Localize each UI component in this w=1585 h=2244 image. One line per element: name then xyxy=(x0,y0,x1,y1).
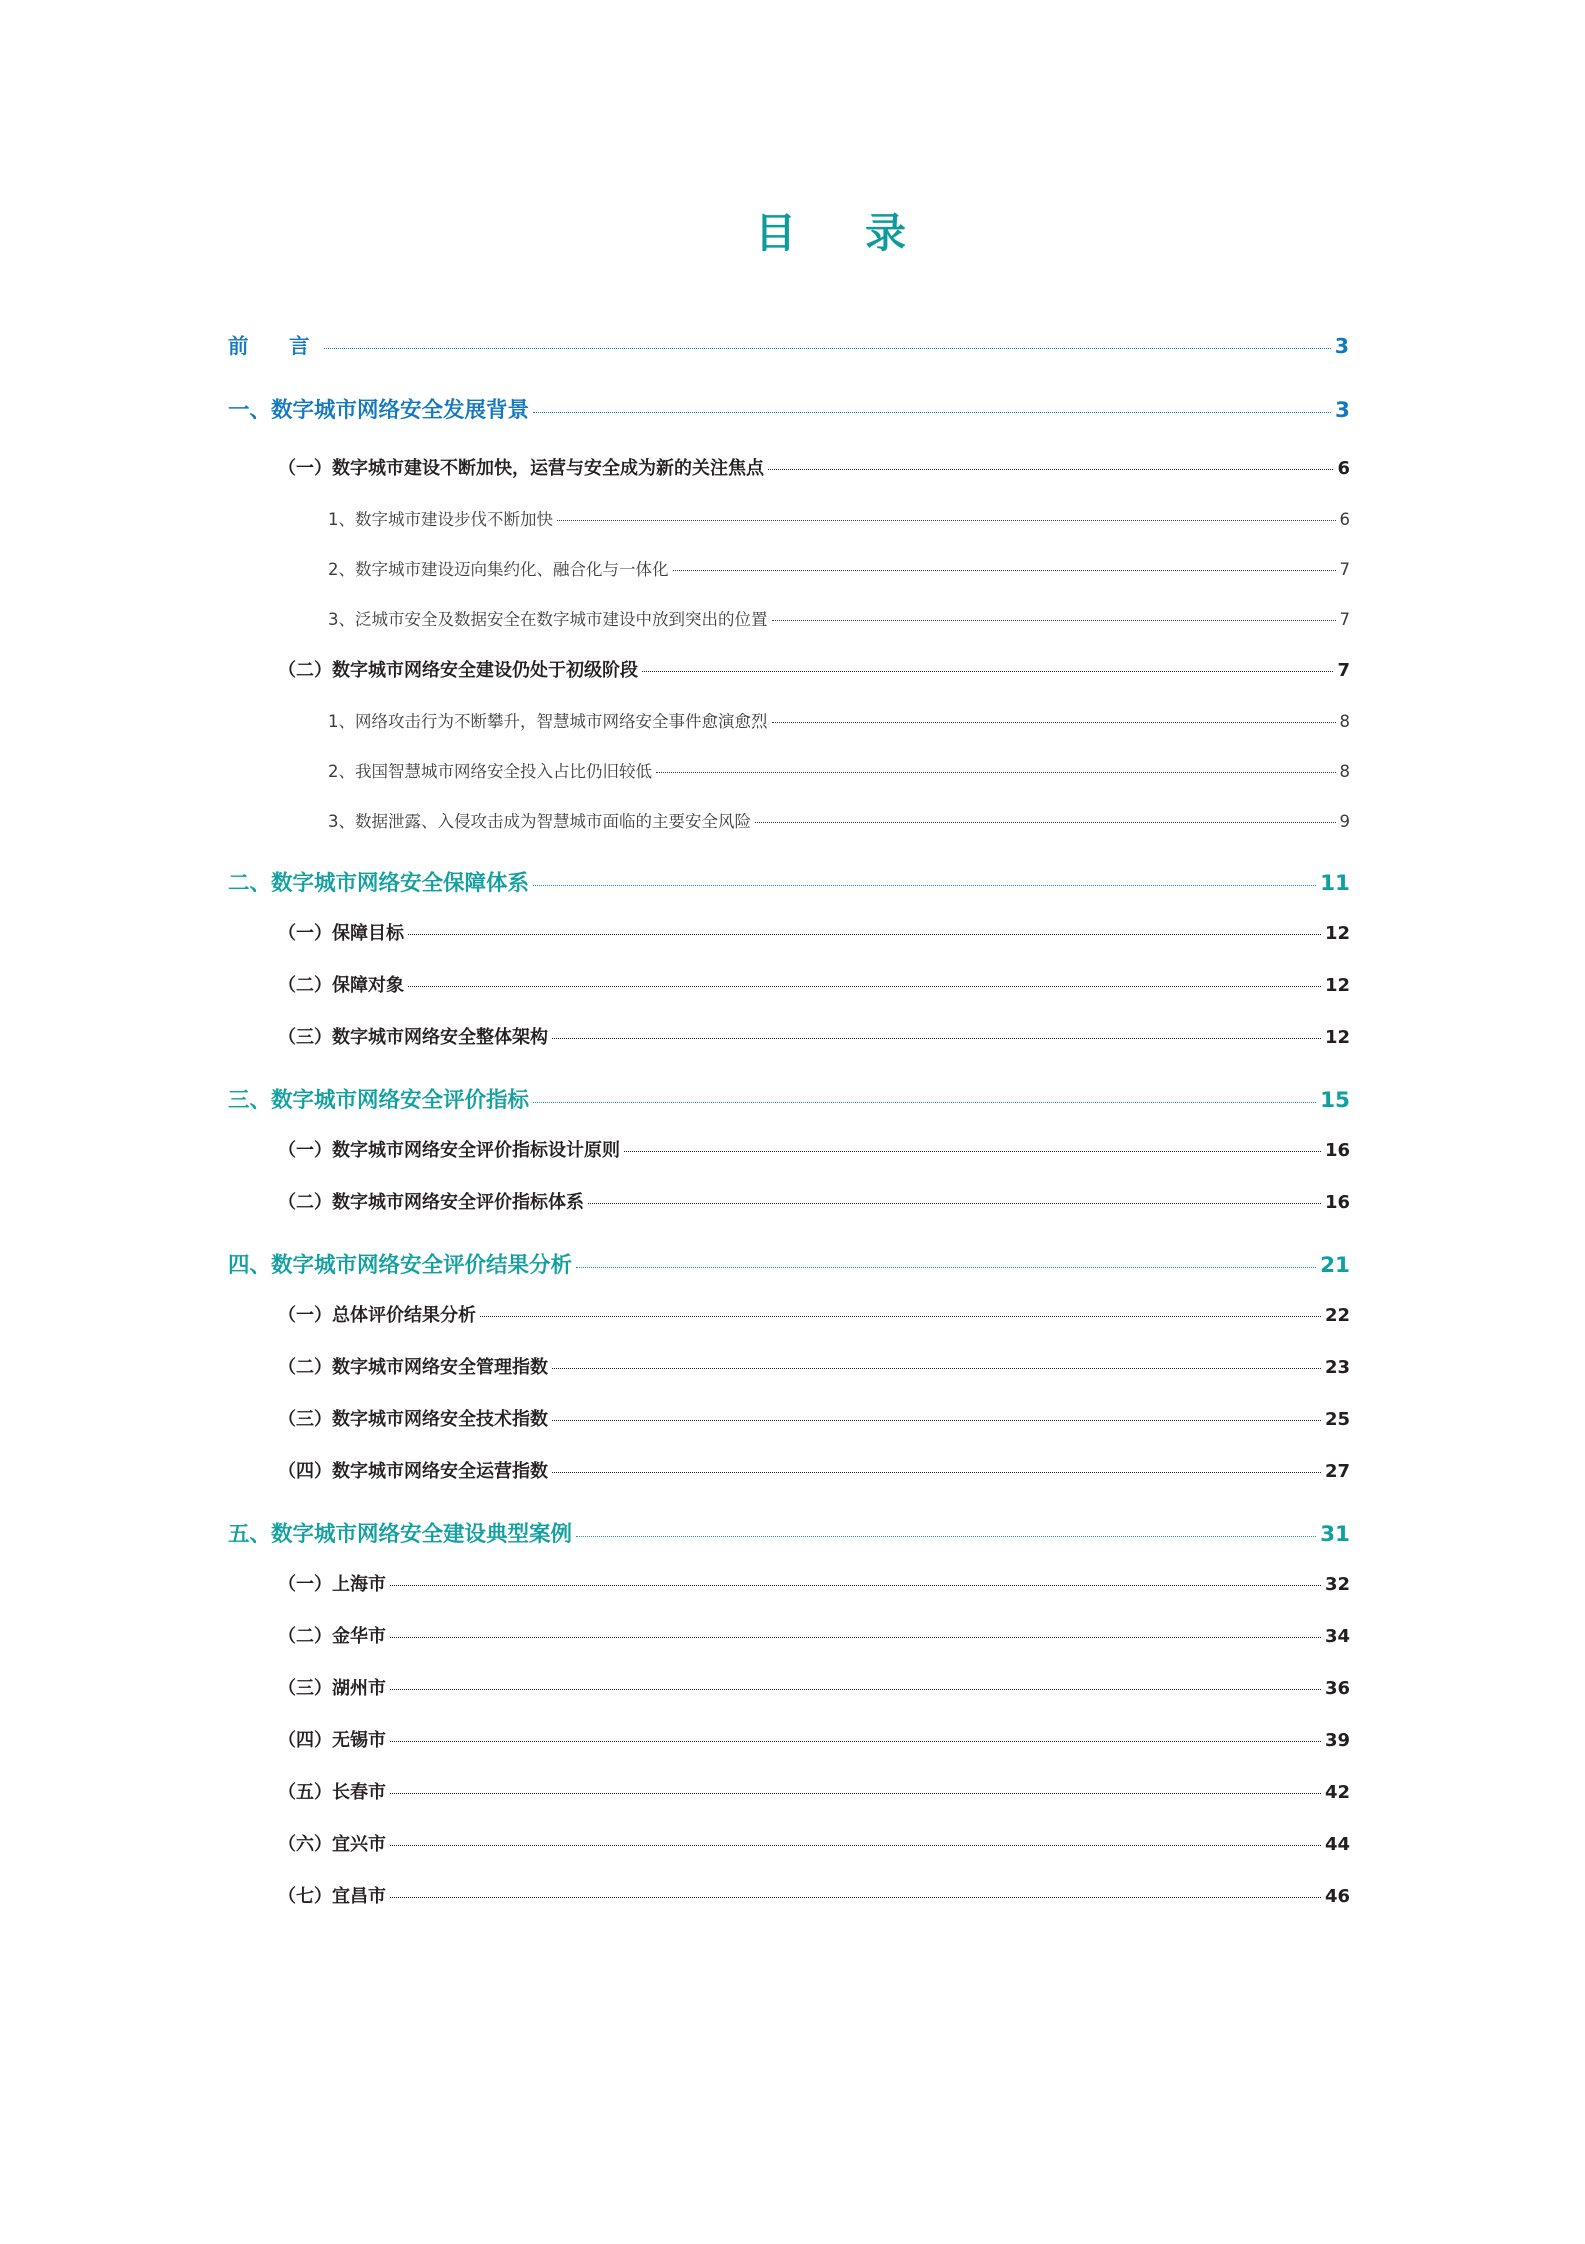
toc-entry[interactable] xyxy=(228,1726,1350,1752)
toc-entry-label: 2、数字城市建设迈向集约化、融合化与一体化 xyxy=(328,560,669,579)
toc-entry[interactable] xyxy=(228,656,1350,682)
toc-entry[interactable] xyxy=(228,1778,1350,1804)
toc-leader-dots xyxy=(390,1637,1321,1638)
toc-entry-page-number: 3 xyxy=(1334,334,1350,358)
toc-entry-page-number: 9 xyxy=(1339,812,1350,831)
toc-entry-page-number: 7 xyxy=(1337,660,1350,681)
toc-entry-page-number: 25 xyxy=(1324,1409,1350,1430)
toc-entry-page-number: 21 xyxy=(1320,1253,1350,1278)
toc-entry-page-number: 16 xyxy=(1324,1140,1350,1161)
toc-entry-page-number: 42 xyxy=(1324,1782,1350,1803)
toc-entry[interactable] xyxy=(228,971,1350,997)
toc-entry-label: 二、数字城市网络安全保障体系 xyxy=(228,871,530,896)
toc-leader-dots xyxy=(408,986,1321,987)
toc-entry[interactable] xyxy=(228,1830,1350,1856)
toc-entry[interactable] xyxy=(228,808,1350,832)
toc-entry[interactable] xyxy=(228,454,1350,480)
toc-entry[interactable] xyxy=(228,506,1350,530)
toc-entry-label: （一）总体评价结果分析 xyxy=(278,1305,476,1326)
toc-leader-dots xyxy=(588,1203,1321,1204)
toc-entry-label: 一、数字城市网络安全发展背景 xyxy=(228,398,530,423)
toc-entry[interactable] xyxy=(228,1517,1350,1548)
toc-entry[interactable] xyxy=(228,1301,1350,1327)
toc-entry-page-number: 34 xyxy=(1324,1626,1350,1647)
toc-entry-page-number: 12 xyxy=(1324,923,1350,944)
toc-leader-dots xyxy=(673,570,1336,571)
toc-entry-label: （四）数字城市网络安全运营指数 xyxy=(278,1461,548,1482)
toc-entry[interactable] xyxy=(228,1457,1350,1483)
toc-entry-page-number: 12 xyxy=(1324,1027,1350,1048)
toc-entry-page-number: 36 xyxy=(1324,1678,1350,1699)
toc-entry[interactable] xyxy=(228,1023,1350,1049)
toc-leader-dots xyxy=(390,1793,1321,1794)
toc-entry[interactable] xyxy=(228,1083,1350,1114)
toc-entry[interactable] xyxy=(228,1622,1350,1648)
toc-entry-label: （二）保障对象 xyxy=(278,975,404,996)
toc-entry[interactable] xyxy=(228,1570,1350,1596)
toc-entry-page-number: 6 xyxy=(1339,510,1350,529)
toc-entry-page-number: 22 xyxy=(1324,1305,1350,1326)
toc-leader-dots xyxy=(390,1741,1321,1742)
toc-leader-dots xyxy=(390,1585,1321,1586)
toc-leader-dots xyxy=(533,1102,1316,1103)
toc-entry-page-number: 12 xyxy=(1324,975,1350,996)
toc-entry-label: （一）数字城市建设不断加快，运营与安全成为新的关注焦点 xyxy=(278,458,764,479)
toc-entry[interactable] xyxy=(228,708,1350,732)
toc-entry[interactable] xyxy=(228,758,1350,782)
toc-entry-page-number: 31 xyxy=(1320,1522,1350,1547)
toc-entry-label: （二）金华市 xyxy=(278,1626,386,1647)
toc-leader-dots xyxy=(480,1316,1321,1317)
toc-entry-label: （二）数字城市网络安全建设仍处于初级阶段 xyxy=(278,660,638,681)
toc-entry-label: （一）保障目标 xyxy=(278,923,404,944)
toc-leader-dots xyxy=(552,1472,1321,1473)
toc-entry-label: （二）数字城市网络安全评价指标体系 xyxy=(278,1192,584,1213)
toc-leader-dots xyxy=(533,885,1316,886)
toc-leader-dots xyxy=(390,1689,1321,1690)
toc-leader-dots xyxy=(533,412,1331,413)
toc-leader-dots xyxy=(557,520,1336,521)
toc-entry-label: （四）无锡市 xyxy=(278,1730,386,1751)
toc-entry-label: （七）宜昌市 xyxy=(278,1886,386,1907)
toc-entry[interactable] xyxy=(228,1188,1350,1214)
toc-leader-dots xyxy=(390,1897,1321,1898)
toc-entry-page-number: 39 xyxy=(1324,1730,1350,1751)
toc-entry[interactable] xyxy=(228,1136,1350,1162)
toc-entry-label: 四、数字城市网络安全评价结果分析 xyxy=(228,1253,573,1278)
toc-entry[interactable] xyxy=(228,606,1350,630)
toc-entry-page-number: 11 xyxy=(1320,871,1350,896)
toc-entry-page-number: 7 xyxy=(1339,610,1350,629)
toc-entry-label: （三）数字城市网络安全整体架构 xyxy=(278,1027,548,1048)
toc-leader-dots xyxy=(642,671,1333,672)
toc-entry[interactable] xyxy=(228,919,1350,945)
toc-leader-dots xyxy=(624,1151,1321,1152)
page-title: 目 录 xyxy=(755,209,920,257)
toc-entry[interactable] xyxy=(228,1674,1350,1700)
toc-entry-label: 三、数字城市网络安全评价指标 xyxy=(228,1088,530,1113)
toc-leader-dots xyxy=(576,1267,1316,1268)
toc-entry-page-number: 27 xyxy=(1324,1461,1350,1482)
toc-leader-dots xyxy=(755,822,1336,823)
toc-entry-label: （三）湖州市 xyxy=(278,1678,386,1699)
toc-leader-dots xyxy=(768,469,1333,470)
toc-leader-dots xyxy=(408,934,1321,935)
toc-entry-page-number: 46 xyxy=(1324,1886,1350,1907)
toc-entry-page-number: 6 xyxy=(1337,458,1350,479)
toc-leader-dots xyxy=(324,348,1331,349)
toc-entry-label: 1、数字城市建设步伐不断加快 xyxy=(328,510,553,529)
toc-entry-label: （六）宜兴市 xyxy=(278,1834,386,1855)
toc-entry-page-number: 8 xyxy=(1339,762,1350,781)
table-of-contents xyxy=(0,329,1585,1908)
toc-entry-page-number: 16 xyxy=(1324,1192,1350,1213)
toc-entry-label: （一）上海市 xyxy=(278,1574,386,1595)
toc-entry[interactable] xyxy=(228,1882,1350,1908)
toc-entry[interactable] xyxy=(228,1248,1350,1279)
toc-entry-page-number: 15 xyxy=(1320,1088,1350,1113)
toc-entry[interactable] xyxy=(228,329,1350,359)
toc-entry-page-number: 8 xyxy=(1339,712,1350,731)
toc-leader-dots xyxy=(552,1038,1321,1039)
toc-entry-label: （五）长春市 xyxy=(278,1782,386,1803)
toc-entry[interactable] xyxy=(228,1353,1350,1379)
toc-entry-label: 1、网络攻击行为不断攀升，智慧城市网络安全事件愈演愈烈 xyxy=(328,712,768,731)
toc-entry-page-number: 44 xyxy=(1324,1834,1350,1855)
toc-entry-page-number: 23 xyxy=(1324,1357,1350,1378)
toc-entry-label: （三）数字城市网络安全技术指数 xyxy=(278,1409,548,1430)
toc-leader-dots xyxy=(390,1845,1321,1846)
toc-leader-dots xyxy=(552,1420,1321,1421)
toc-entry-label: 3、数据泄露、入侵攻击成为智慧城市面临的主要安全风险 xyxy=(328,812,751,831)
toc-entry[interactable] xyxy=(228,556,1350,580)
toc-entry-label: 2、我国智慧城市网络安全投入占比仍旧较低 xyxy=(328,762,652,781)
toc-leader-dots xyxy=(772,722,1336,723)
toc-entry-page-number: 32 xyxy=(1324,1574,1350,1595)
toc-leader-dots xyxy=(772,620,1336,621)
toc-entry-page-number: 3 xyxy=(1335,398,1350,423)
toc-entry-label: （二）数字城市网络安全管理指数 xyxy=(278,1357,548,1378)
toc-entry-label: （一）数字城市网络安全评价指标设计原则 xyxy=(278,1140,620,1161)
toc-entry-page-number: 7 xyxy=(1339,560,1350,579)
toc-entry-label: 前 言 xyxy=(228,334,320,358)
toc-entry[interactable] xyxy=(228,866,1350,897)
toc-leader-dots xyxy=(656,772,1336,773)
toc-entry[interactable] xyxy=(228,393,1350,424)
toc-entry-label: 五、数字城市网络安全建设典型案例 xyxy=(228,1522,573,1547)
toc-leader-dots xyxy=(552,1368,1321,1369)
toc-entry-label: 3、泛城市安全及数据安全在数字城市建设中放到突出的位置 xyxy=(328,610,768,629)
toc-leader-dots xyxy=(576,1536,1316,1537)
toc-entry[interactable] xyxy=(228,1405,1350,1431)
